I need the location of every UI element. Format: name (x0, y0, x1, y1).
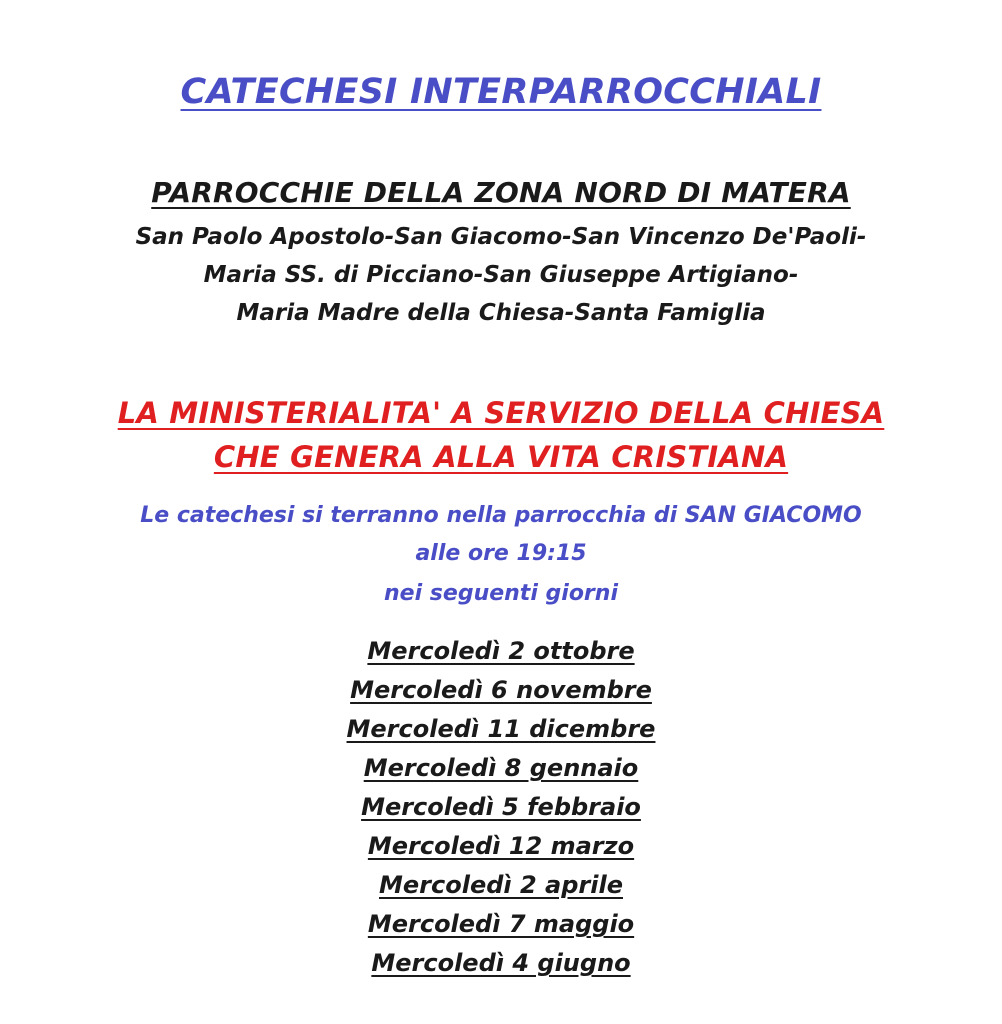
zone-title: PARROCCHIE DELLA ZONA NORD DI MATERA (151, 176, 851, 209)
date-item: Mercoledì 5 febbraio (361, 793, 641, 821)
date-item: Mercoledì 11 dicembre (346, 715, 656, 743)
location-info: Le catechesi si terranno nella parrocchia di SAN GIACOMO (140, 503, 862, 528)
page-title: CATECHESI INTERPARROCCHIALI (180, 72, 822, 112)
parish-list-line-3: Maria Madre della Chiesa-Santa Famiglia (236, 300, 766, 326)
date-item: Mercoledì 6 novembre (350, 676, 652, 704)
theme-line-2: CHE GENERA ALLA VITA CRISTIANA (213, 440, 789, 474)
days-intro: nei seguenti giorni (384, 581, 618, 606)
date-item: Mercoledì 2 aprile (379, 871, 623, 899)
date-item: Mercoledì 2 ottobre (367, 637, 635, 665)
date-item: Mercoledì 7 maggio (367, 910, 635, 938)
date-item: Mercoledì 12 marzo (367, 832, 635, 860)
parish-list-line-1: San Paolo Apostolo-San Giacomo-San Vincenzo De'Paoli- (135, 224, 867, 250)
date-item: Mercoledì 8 gennaio (363, 754, 639, 782)
parish-list-line-2: Maria SS. di Picciano-San Giuseppe Artigiano- (203, 262, 799, 288)
theme-line-1: LA MINISTERIALITA' A SERVIZIO DELLA CHIESA (117, 396, 885, 430)
date-list (0, 632, 1002, 983)
date-item: Mercoledì 4 giugno (371, 949, 631, 977)
time-info: alle ore 19:15 (415, 541, 587, 566)
